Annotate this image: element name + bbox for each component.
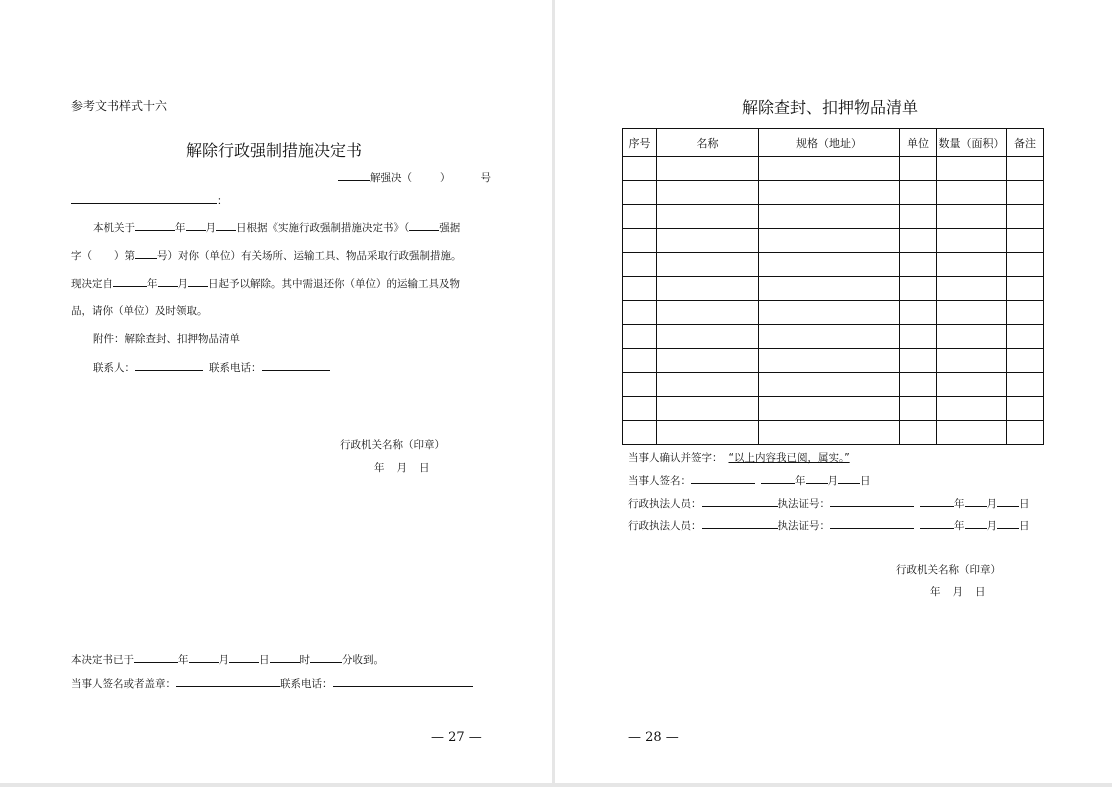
- table-row: [623, 205, 1044, 229]
- table-cell[interactable]: [657, 349, 759, 373]
- table-cell[interactable]: [657, 157, 759, 181]
- table-cell[interactable]: [623, 373, 657, 397]
- table-cell[interactable]: [657, 277, 759, 301]
- goods-table: [622, 128, 1044, 445]
- addressee-line: ：: [71, 192, 228, 208]
- header-cell: 名称: [657, 129, 759, 157]
- table-cell[interactable]: [759, 349, 900, 373]
- table-row: [623, 253, 1044, 277]
- table-cell[interactable]: [623, 157, 657, 181]
- officer-name-blank[interactable]: [702, 495, 778, 507]
- table-cell[interactable]: [657, 301, 759, 325]
- table-row: [623, 301, 1044, 325]
- table-cell[interactable]: [623, 181, 657, 205]
- header-cell: 备注: [1007, 129, 1044, 157]
- table-cell[interactable]: [900, 277, 937, 301]
- date-day-blank[interactable]: [997, 495, 1019, 507]
- header-cell: 单位: [900, 129, 937, 157]
- stamp-date: 年 月 日: [930, 586, 986, 598]
- table-cell[interactable]: [1007, 421, 1044, 445]
- table-row: [623, 397, 1044, 421]
- body-line-1: 本机关于 年 月 日根据《实施行政强制措施决定书》（ 强据: [93, 219, 460, 235]
- attachment-note: 附件：解除查封、扣押物品清单: [93, 333, 240, 345]
- receipt-line: 本决定书已于 年 月 日 时 分收到。: [71, 651, 384, 667]
- table-cell[interactable]: [759, 181, 900, 205]
- table-cell[interactable]: [623, 421, 657, 445]
- cert-number-blank[interactable]: [830, 495, 914, 507]
- date-day-blank[interactable]: [997, 517, 1019, 529]
- party-sign-blank[interactable]: [176, 675, 280, 687]
- table-cell[interactable]: [1007, 205, 1044, 229]
- table-header-row: [623, 129, 1044, 157]
- table-cell[interactable]: [1007, 301, 1044, 325]
- body-line-4: 品，请你（单位）及时领取。: [71, 305, 208, 317]
- table-cell[interactable]: [759, 421, 900, 445]
- date-year-blank[interactable]: [761, 472, 795, 484]
- table-cell[interactable]: [1007, 253, 1044, 277]
- year-blank[interactable]: [135, 219, 175, 231]
- date-month-blank[interactable]: [965, 495, 987, 507]
- date-month-blank[interactable]: [965, 517, 987, 529]
- doc-number-blank[interactable]: [338, 169, 370, 181]
- table-cell[interactable]: [1007, 373, 1044, 397]
- table-cell[interactable]: [623, 205, 657, 229]
- table-cell[interactable]: [657, 397, 759, 421]
- table-cell[interactable]: [1007, 325, 1044, 349]
- document-number: 解强决（ ） 号: [338, 169, 491, 185]
- right-page: [555, 0, 1112, 783]
- party-sign-line: 当事人签名或者盖章： 联系电话：: [71, 675, 473, 691]
- qiang-blank[interactable]: [409, 219, 439, 231]
- table-cell[interactable]: [657, 253, 759, 277]
- contact-phone-blank[interactable]: [262, 359, 330, 371]
- table-cell[interactable]: [937, 325, 1007, 349]
- table-cell[interactable]: [937, 301, 1007, 325]
- table-cell[interactable]: [937, 277, 1007, 301]
- table-cell[interactable]: [657, 181, 759, 205]
- table-cell[interactable]: [759, 157, 900, 181]
- agency-stamp: 行政机关名称（印章）: [896, 564, 1001, 576]
- table-cell[interactable]: [657, 205, 759, 229]
- table-cell[interactable]: [759, 277, 900, 301]
- officer-name-blank[interactable]: [702, 517, 778, 529]
- table-cell[interactable]: [937, 397, 1007, 421]
- page-title: 解除行政强制措施决定书: [186, 141, 363, 160]
- header-cell: 序号: [623, 129, 657, 157]
- body-line-3: 现决定自 年 月 日起予以解除。其中需退还你（单位）的运输工具及物: [71, 275, 460, 291]
- table-cell[interactable]: [623, 253, 657, 277]
- contact-person-blank[interactable]: [135, 359, 203, 371]
- table-cell[interactable]: [623, 325, 657, 349]
- table-row: [623, 181, 1044, 205]
- table-cell[interactable]: [900, 397, 937, 421]
- table-cell[interactable]: [657, 229, 759, 253]
- table-cell[interactable]: [1007, 181, 1044, 205]
- left-page: [0, 0, 552, 783]
- table-cell[interactable]: [937, 157, 1007, 181]
- table-row: [623, 277, 1044, 301]
- table-cell[interactable]: [623, 277, 657, 301]
- contact-line: 联系人： 联系电话：: [93, 359, 330, 375]
- table-cell[interactable]: [1007, 349, 1044, 373]
- body-line-2: 字（ ）第 号）对你（单位）有关场所、运输工具、物品采取行政强制措施。: [71, 247, 462, 263]
- table-cell[interactable]: [657, 421, 759, 445]
- table-cell[interactable]: [900, 157, 937, 181]
- serial-blank[interactable]: [135, 247, 157, 259]
- page-number: — 27 —: [431, 730, 482, 745]
- table-cell[interactable]: [937, 349, 1007, 373]
- table-cell[interactable]: [900, 205, 937, 229]
- table-cell[interactable]: [1007, 157, 1044, 181]
- table-cell[interactable]: [937, 253, 1007, 277]
- release-day-blank[interactable]: [188, 275, 208, 287]
- party-sign-blank[interactable]: [691, 472, 755, 484]
- table-cell[interactable]: [759, 205, 900, 229]
- table-cell[interactable]: [937, 373, 1007, 397]
- party-sign-line: 当事人签名： 年 月 日: [628, 472, 871, 488]
- receipt-year-blank[interactable]: [134, 651, 178, 663]
- table-row: [623, 421, 1044, 445]
- table-cell[interactable]: [937, 229, 1007, 253]
- table-cell[interactable]: [900, 373, 937, 397]
- receipt-month-blank[interactable]: [189, 651, 219, 663]
- month-blank[interactable]: [186, 219, 206, 231]
- list-title: 解除查封、扣押物品清单: [742, 98, 919, 117]
- template-label: 参考文书样式十六: [71, 99, 168, 113]
- table-cell[interactable]: [623, 229, 657, 253]
- table-cell[interactable]: [759, 373, 900, 397]
- table-cell[interactable]: [759, 301, 900, 325]
- table-cell[interactable]: [900, 421, 937, 445]
- confirm-line: 当事人确认并签字： “以上内容我已阅，属实。”: [628, 452, 850, 464]
- table-cell[interactable]: [657, 325, 759, 349]
- receipt-minute-blank[interactable]: [310, 651, 342, 663]
- table-cell[interactable]: [900, 181, 937, 205]
- table-cell[interactable]: [937, 205, 1007, 229]
- table-cell[interactable]: [900, 229, 937, 253]
- date-year-blank[interactable]: [920, 517, 954, 529]
- table-cell[interactable]: [937, 181, 1007, 205]
- table-row: [623, 373, 1044, 397]
- table-cell[interactable]: [623, 349, 657, 373]
- table-row: [623, 229, 1044, 253]
- party-phone-blank[interactable]: [333, 675, 473, 687]
- day-blank[interactable]: [216, 219, 236, 231]
- table-cell[interactable]: [900, 325, 937, 349]
- table-cell[interactable]: [937, 421, 1007, 445]
- header-cell: 规格（地址）: [759, 129, 900, 157]
- date-month-blank[interactable]: [806, 472, 828, 484]
- table-cell[interactable]: [759, 229, 900, 253]
- release-month-blank[interactable]: [158, 275, 178, 287]
- table-cell[interactable]: [1007, 397, 1044, 421]
- table-cell[interactable]: [900, 349, 937, 373]
- agency-stamp: 行政机关名称（印章）: [340, 439, 445, 451]
- date-year-blank[interactable]: [920, 495, 954, 507]
- addressee-blank[interactable]: [71, 192, 217, 204]
- table-cell[interactable]: [1007, 229, 1044, 253]
- table-row: [623, 157, 1044, 181]
- stamp-date: 年 月 日: [374, 462, 430, 474]
- table-row: [623, 349, 1044, 373]
- table-cell[interactable]: [900, 301, 937, 325]
- table-cell[interactable]: [900, 253, 937, 277]
- receipt-day-blank[interactable]: [229, 651, 259, 663]
- date-day-blank[interactable]: [838, 472, 860, 484]
- officer-line-2: 行政执法人员： 执法证号： 年 月 日: [628, 517, 1030, 533]
- table-cell[interactable]: [623, 301, 657, 325]
- confirm-statement: “以上内容我已阅，属实。”: [728, 452, 850, 464]
- table-cell[interactable]: [759, 325, 900, 349]
- page-number: — 28 —: [628, 730, 679, 745]
- table-cell[interactable]: [657, 373, 759, 397]
- table-row: [623, 325, 1044, 349]
- officer-line-1: 行政执法人员： 执法证号： 年 月 日: [628, 495, 1030, 511]
- table-cell[interactable]: [623, 397, 657, 421]
- header-cell: 数量（面积）: [937, 129, 1007, 157]
- table-cell[interactable]: [1007, 277, 1044, 301]
- table-cell[interactable]: [759, 253, 900, 277]
- release-year-blank[interactable]: [113, 275, 147, 287]
- receipt-hour-blank[interactable]: [270, 651, 300, 663]
- cert-number-blank[interactable]: [830, 517, 914, 529]
- table-cell[interactable]: [759, 397, 900, 421]
